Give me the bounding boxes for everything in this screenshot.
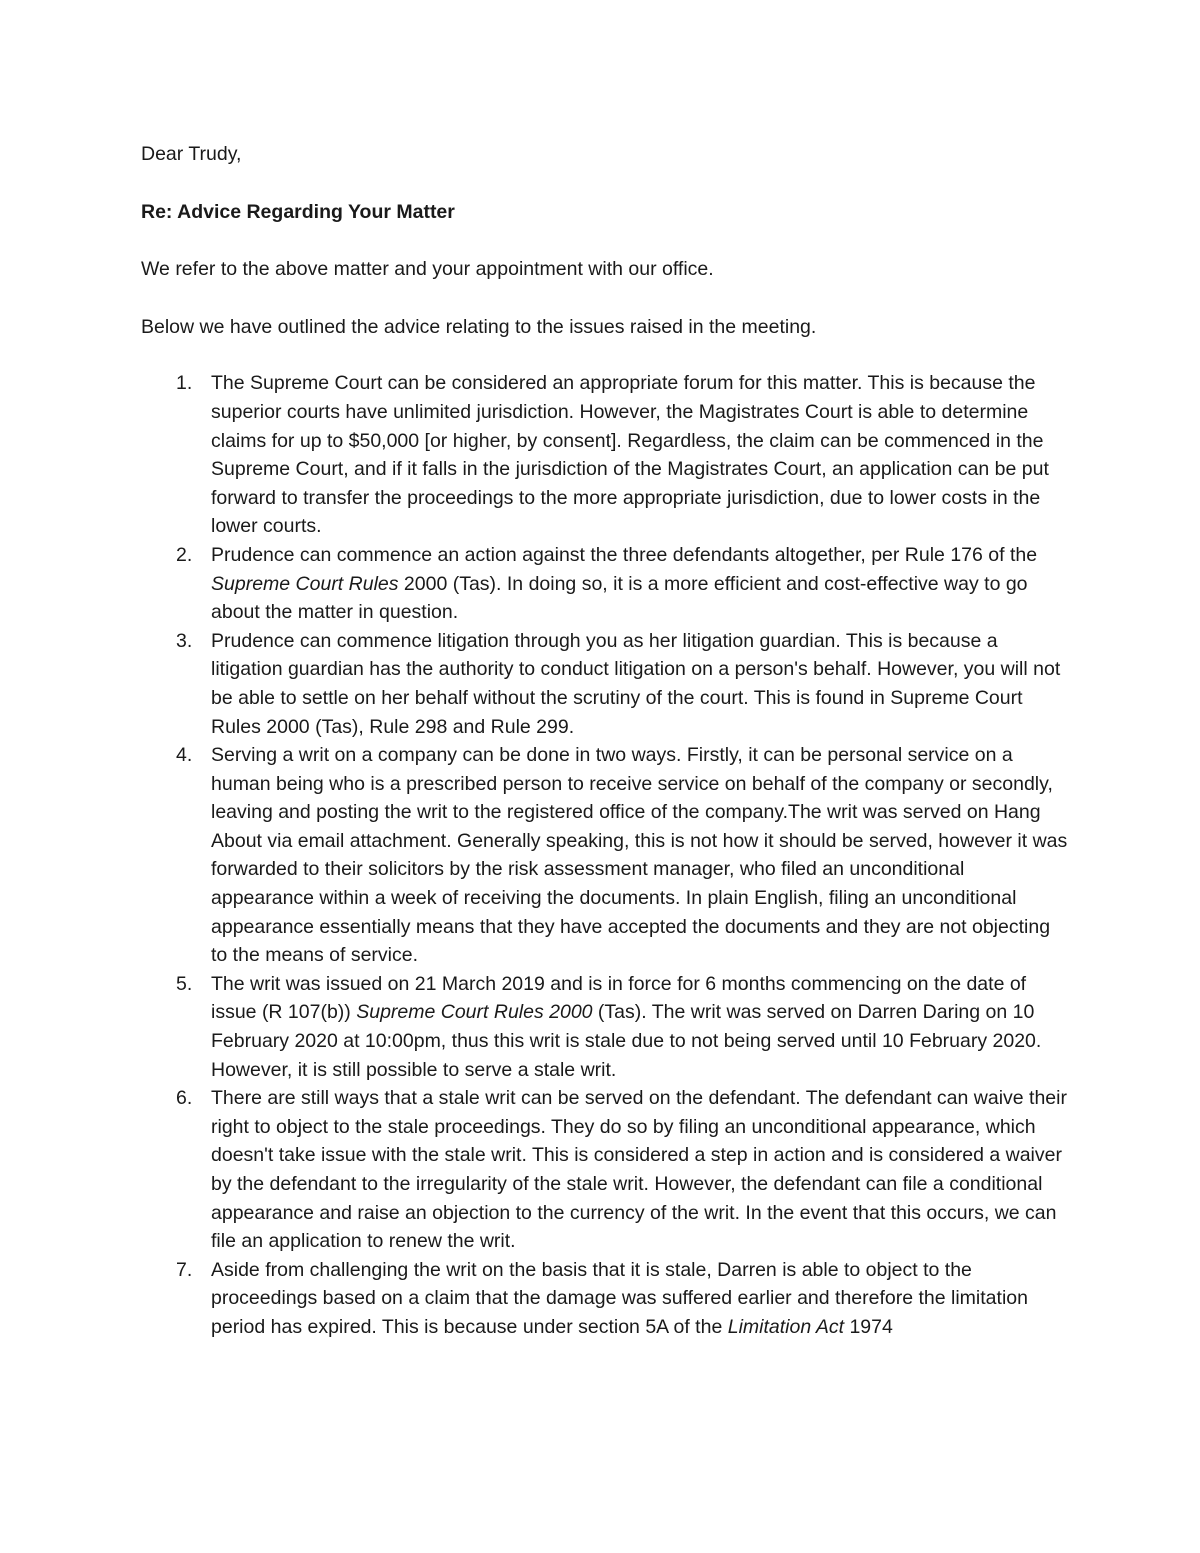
list-item: [141, 1084, 1071, 1256]
list-item-text: 1974: [844, 1315, 893, 1338]
list-item-number: 6.: [176, 1087, 193, 1110]
list-item-text: (Tas). The writ was served on Darren Daring on 10 February 2020 at 10:00pm, thus this writ is stale due to not being served until 10 February 2020. However, it is still possible to serve a stale writ.: [211, 1001, 1042, 1081]
subject-line: Re: Advice Regarding Your Matter: [141, 200, 455, 223]
list-item-number: 2.: [176, 543, 193, 566]
list-item: [141, 627, 1071, 741]
list-item-text: 2000 (Tas). In doing so, it is a more efficient and cost-effective way to go about the matter in question.: [211, 572, 1028, 624]
list-item: [141, 541, 1071, 627]
list-item-number: 4.: [176, 744, 193, 767]
advice-list: [141, 369, 1071, 1341]
list-item: [141, 1256, 1071, 1342]
list-item-text: Prudence can commence an action against the three defendants altogether, per Rule 176 of the: [211, 543, 1038, 566]
list-item-number: 7.: [176, 1258, 193, 1281]
list-item-number: 3.: [176, 629, 193, 652]
list-item-number: 1.: [176, 372, 193, 395]
list-item: [141, 369, 1071, 541]
list-item-text: Serving a writ on a company can be done in two ways. Firstly, it can be personal service on a human being who is a prescribed person to receive service on behalf of the company or secondly, leaving and posting the writ to the registered office of the company.The writ was served on Hang About via email attachment. Generally speaking, this is not how it should be served, however it was forwarded to their solicitors by the risk assessment manager, who filed an unconditional appearance within a week of receiving the documents. In plain English, filing an unconditional appearance essentially means that they have accepted the documents and they are not objecting to the means of service.: [211, 744, 1068, 967]
list-item-text: There are still ways that a stale writ can be served on the defendant. The defendant can waive their right to object to the stale proceedings. They do so by filing an unconditional appearance, which doesn't take issue with the stale writ. This is considered a step in action and is considered a waiver by the defendant to the irregularity of the stale writ. However, the defendant can file a conditional appearance and raise an objection to the currency of the writ. In the event that this occurs, we can file an application to renew the writ.: [211, 1087, 1067, 1253]
intro-paragraph-1: We refer to the above matter and your appointment with our office.: [141, 258, 714, 281]
list-item-italic-citation: Limitation Act: [727, 1315, 845, 1338]
intro-paragraph-2: Below we have outlined the advice relating to the issues raised in the meeting.: [141, 315, 817, 338]
list-item-text: The writ was issued on 21 March 2019 and is in force for 6 months commencing on the date of issue (R 107(b)): [211, 972, 1027, 1024]
list-item-italic-citation: Supreme Court Rules 2000: [356, 1001, 593, 1024]
letter-body: [141, 140, 1071, 1342]
list-item-text: Prudence can commence litigation through you as her litigation guardian. This is because a litigation guardian has the authority to conduct litigation on a person's behalf. However, you will not be able to settle on her behalf without the scrutiny of the court. This is found in Supreme Court Rules 2000 (Tas), Rule 298 and Rule 299.: [211, 629, 1061, 738]
list-item-number: 5.: [176, 972, 193, 995]
greeting: Dear Trudy,: [141, 143, 242, 165]
list-item: [141, 970, 1071, 1084]
list-item-text: Aside from challenging the writ on the basis that it is stale, Darren is able to object to the proceedings based on a claim that the damage was suffered earlier and therefore the limitation period has expired. This is because under section 5A of the: [211, 1258, 1028, 1338]
list-item-text: The Supreme Court can be considered an appropriate forum for this matter. This is because the superior courts have unlimited jurisdiction. However, the Magistrates Court is able to determine claims for up to $50,000 [or higher, by consent]. Regardless, the claim can be commenced in the Supreme Court, and if it falls in the jurisdiction of the Magistrates Court, an application can be put forward to transfer the proceedings to the more appropriate jurisdiction, due to lower costs in the lower courts.: [211, 372, 1049, 538]
list-item: [141, 741, 1071, 970]
list-item-italic-citation: Supreme Court Rules: [211, 572, 399, 595]
